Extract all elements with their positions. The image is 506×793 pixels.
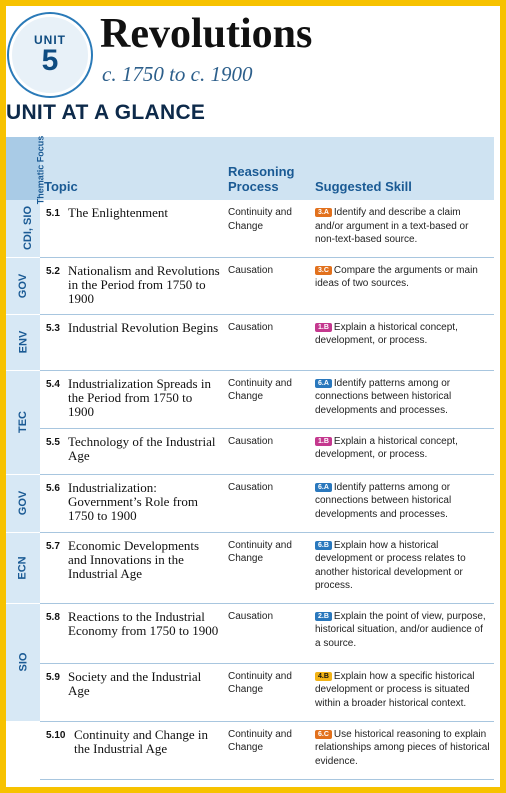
reasoning-cell: Continuity and Change — [224, 663, 311, 721]
skill-code-badge: 4.B — [315, 672, 332, 681]
reasoning-cell: Continuity and Change — [224, 721, 311, 779]
theme-cell: TEC — [6, 370, 40, 474]
unit-label: UNIT — [34, 33, 66, 47]
theme-cell — [6, 721, 40, 779]
table-row — [6, 428, 494, 474]
table-row — [6, 532, 494, 603]
col-header-topic: Topic — [40, 137, 224, 200]
table-row — [6, 257, 494, 314]
topic-cell: 5.8 Reactions to the Industrial Economy from 1750 to 1900 — [40, 603, 224, 663]
topic-cell: 5.5 Technology of the Industrial Age — [40, 428, 224, 474]
topic-cell: 5.7 Economic Developments and Innovations in the Industrial Age — [40, 532, 224, 603]
topic-cell: 5.6 Industrialization: Government’s Role from 1750 to 1900 — [40, 474, 224, 532]
theme-cell: GOV — [6, 257, 40, 314]
skill-cell: 6.C Use historical reasoning to explain relationships among pieces of historical evidence. — [311, 721, 494, 779]
skill-code-badge: 2.B — [315, 612, 332, 621]
skill-code-badge: 6.A — [315, 379, 332, 388]
skill-code-badge: 6.B — [315, 541, 332, 550]
date-range: c. 1750 to c. 1900 — [102, 62, 253, 86]
table-row — [6, 663, 494, 721]
skill-cell: 1.B Explain a historical concept, development, or process. — [311, 428, 494, 474]
skill-cell: 3.C Compare the arguments or main ideas of two sources. — [311, 257, 494, 314]
unit-number: 5 — [41, 44, 59, 77]
topic-cell: 5.9 Society and the Industrial Age — [40, 663, 224, 721]
topic-cell: 5.3 Industrial Revolution Begins — [40, 314, 224, 370]
unit-table — [6, 137, 494, 780]
table-row — [6, 474, 494, 532]
skill-code-badge: 6.A — [315, 483, 332, 492]
col-header-reasoning: Reasoning Process — [224, 137, 311, 200]
unit-badge — [9, 14, 91, 96]
reasoning-cell: Causation — [224, 474, 311, 532]
theme-cell: SIO — [6, 603, 40, 721]
skill-cell: 6.B Explain how a historical development or process relates to another historical development or process. — [311, 532, 494, 603]
page-title: Revolutions — [100, 11, 313, 57]
skill-cell: 6.A Identify patterns among or connections between historical developments and processes. — [311, 370, 494, 428]
skill-code-badge: 6.C — [315, 730, 332, 739]
skill-code-badge: 3.C — [315, 266, 332, 275]
skill-cell: 3.A Identify and describe a claim and/or argument in a text-based or non-text-based source. — [311, 200, 494, 257]
reasoning-cell: Continuity and Change — [224, 200, 311, 257]
table-header-row — [6, 137, 494, 200]
table-row — [6, 314, 494, 370]
skill-cell: 1.B Explain a historical concept, development, or process. — [311, 314, 494, 370]
topic-cell: 5.10 Continuity and Change in the Industrial Age — [40, 721, 224, 779]
table-row — [6, 603, 494, 663]
reasoning-cell: Causation — [224, 428, 311, 474]
topic-cell: 5.1 The Enlightenment — [40, 200, 224, 257]
col-header-skill: Suggested Skill — [311, 137, 494, 200]
section-heading: UNIT AT A GLANCE — [6, 101, 206, 124]
table-row — [6, 721, 494, 779]
theme-cell: ENV — [6, 314, 40, 370]
col-header-thematic: Thematic Focus — [6, 137, 40, 200]
skill-cell: 6.A Identify patterns among or connections between historical developments and processes. — [311, 474, 494, 532]
reasoning-cell: Causation — [224, 314, 311, 370]
theme-cell: ECN — [6, 532, 40, 603]
skill-code-badge: 1.B — [315, 323, 332, 332]
table-row — [6, 370, 494, 428]
topic-cell: 5.4 Industrialization Spreads in the Period from 1750 to 1900 — [40, 370, 224, 428]
reasoning-cell: Causation — [224, 603, 311, 663]
reasoning-cell: Causation — [224, 257, 311, 314]
table-row — [6, 200, 494, 257]
skill-cell: 2.B Explain the point of view, purpose, historical situation, and/or audience of a source. — [311, 603, 494, 663]
reasoning-cell: Continuity and Change — [224, 370, 311, 428]
skill-code-badge: 1.B — [315, 437, 332, 446]
reasoning-cell: Continuity and Change — [224, 532, 311, 603]
theme-cell: CDI, SIO — [6, 200, 40, 257]
skill-code-badge: 3.A — [315, 208, 332, 217]
skill-cell: 4.B Explain how a specific historical development or process is situated within a broader historical context. — [311, 663, 494, 721]
theme-cell: GOV — [6, 474, 40, 532]
topic-cell: 5.2 Nationalism and Revolutions in the Period from 1750 to 1900 — [40, 257, 224, 314]
